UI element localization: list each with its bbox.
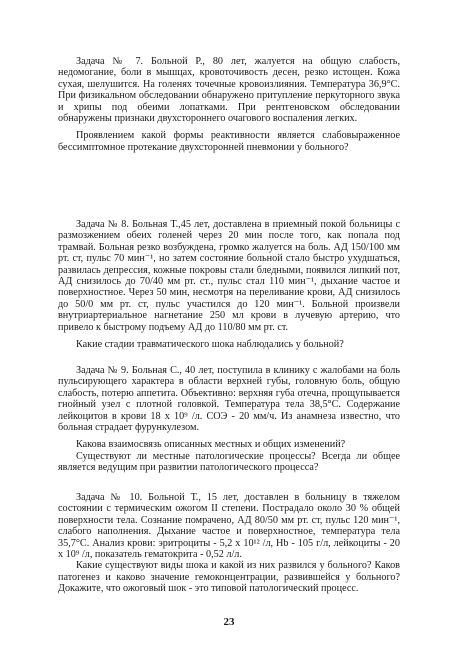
task-8-body: Задача № 8. Больная Т.,45 лет, доставлена в приемный покой больницы с размозжением обеих голеней через 20 мин после того, как попала под трамвай. Больная резко возбуждена, громко жалуется на боль. АД 150/100 мм рт. ст, пульс 70 мин⁻¹, но затем состояние больной стало быстро ухудшаться, развилась депрессия, кожные покровы стали бледными, появился липкий пот, АД снизилось до 70/40 мм рт. ст., пульс стал 110 мин⁻¹, дыхание частое и поверхностное. Через 50 мин, несмотря на переливание крови, АД снизилось до 50/0 мм рт. ст, пульс участился до 120 мин⁻¹. Больной произвели внутриартериальное нагнетание 250 мл крови в лучевую артерию, что привело к быстрому подъему АД до 110/80 мм рт. ст.: [58, 219, 400, 333]
task-7-body: Задача № 7. Больной Р., 80 лет, жалуется на общую слабость, недомогание, боли в мышцах, кровоточивость десен, резко истощен. Кожа сухая, шелушится. На голенях точечные кровоизлияния. Температура 36,9°С. При физикальном обследовании обнаружено притупление перкуторного звука и хрипы под обеими лопатками. При рентгеновском обследовании обнаружены признаки двухстороннего очагового воспаления легких.: [58, 56, 400, 125]
task-10: [58, 492, 400, 595]
task-7: [58, 56, 400, 153]
task-10-question: Какие существуют виды шока и какой из них развился у больного? Каков патогенез и каково значение гемоконцентрации, развившейся у больного? Докажите, что ожоговый шок - это типовой патологический процесс.: [58, 560, 400, 595]
task-9-body: Задача № 9. Больная С., 40 лет, поступила в клинику с жалобами на боль пульсирующего характера в области верхней губы, головную боль, общую слабость, потерю аппетита. Объективно: верхняя губа отечна, прощупывается гнойный узел с плотной головкой. Температура тела 38,5°С. Содержание лейкоцитов в крови 18 х 10⁹ /л. СОЭ - 20 мм/ч. Из анамнеза известно, что больная страдает фурункулезом.: [58, 365, 400, 434]
task-9-question-1: Какова взаимосвязь описанных местных и общих изменений?: [76, 439, 346, 451]
page-number: 23: [223, 616, 235, 628]
task-8: [58, 219, 400, 350]
task-9-question-2: Существуют ли местные патологические процессы? Всегда ли общее является ведущим при развитии патологического процесса?: [58, 450, 400, 474]
task-7-question: Проявлением какой формы реактивности является слабовыраженное бессимптомное протекание двухсторонней пневмонии у больного?: [58, 130, 400, 153]
task-10-body: Задача № 10. Больной Т., 15 лет, доставлен в больницу в тяжелом состоянии с термическим ожогом II степени. Пострадало около 30 % общей поверхности тела. Сознание помрачено, АД 80/50 мм рт. ст, пульс 120 мин⁻¹, слабого наполнения. Дыхание частое и поверхностное, температура тела 35,7°С. Анализ крови: эритроциты - 5,2 х 10¹² /л, Hb - 105 г/л, лейкоциты - 20 х 10⁹ /л, показатель гематокрита - 0,52 л/л.: [58, 492, 400, 561]
task-8-question: Какие стадии травматического шока наблюдались у больной?: [76, 339, 344, 351]
task-9: [58, 365, 400, 474]
